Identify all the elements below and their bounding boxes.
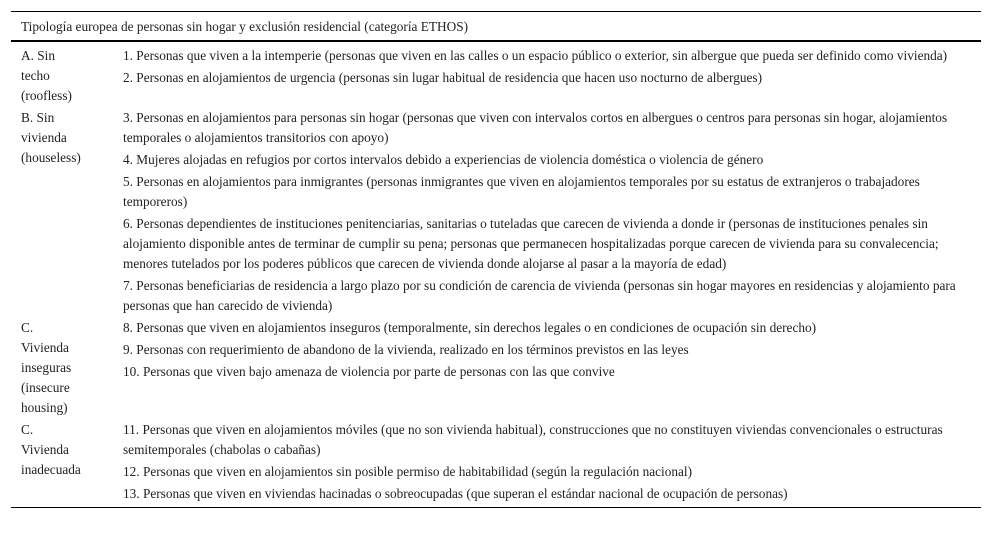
- table-caption: Tipología europea de personas sin hogar y exclusión residencial (categoría ETHOS): [11, 12, 981, 42]
- category-label-c-insecure: C. Vivienda inseguras (insecure housing): [21, 320, 72, 415]
- ethos-table: [11, 11, 981, 508]
- item-4: 4. Mujeres alojadas en refugios por cortos intervalos debido a experiencias de violencia doméstica o violencia de género: [123, 152, 764, 167]
- category-cell: [11, 106, 123, 316]
- item-12: 12. Personas que viven en alojamientos sin posible permiso de habitabilidad (según la regulación nacional): [123, 464, 693, 479]
- item-2: 2. Personas en alojamientos de urgencia (personas sin lugar habitual de residencia que hacen uso nocturno de albergues): [123, 70, 763, 85]
- table-row-group-a: [11, 42, 981, 106]
- item-9: 9. Personas con requerimiento de abandono de la vivienda, realizado en los términos previstos en las leyes: [123, 342, 689, 357]
- items-cell: [123, 42, 981, 106]
- category-cell: [11, 418, 123, 507]
- item-8: 8. Personas que viven en alojamientos inseguros (temporalmente, sin derechos legales o en condiciones de ocupación sin derecho): [123, 320, 817, 335]
- items-cell: [123, 106, 981, 316]
- category-cell: [11, 42, 123, 106]
- item-6: 6. Personas dependientes de instituciones penitenciarias, sanitarias o tuteladas que carecen de vivienda a donde ir (personas de instituciones penales sin alojamiento disponible antes de terminar de cumplir su pena; personas que permanecen hospitalizadas porque carecen de vivienda para su convalecencia; menores tutelados por los poderes públicos que carecen de vivienda donde alojarse al pasar a la mayoría de edad): [123, 216, 939, 271]
- table-row-group-c-inadequate: [11, 418, 981, 507]
- item-10: 10. Personas que viven bajo amenaza de violencia por parte de personas con las que convive: [123, 364, 615, 379]
- item-3: 3. Personas en alojamientos para personas sin hogar (personas que viven con intervalos cortos en albergues o centros para personas sin hogar, alojamientos temporales o alojamientos transitorios con apoyo): [123, 110, 948, 145]
- category-label-a: A. Sin techo (roofless): [21, 48, 72, 103]
- item-11: 11. Personas que viven en alojamientos móviles (que no son vivienda habitual), construcciones que no constituyen viviendas convencionales o estructuras semitemporales (chabolas o cabañas): [123, 422, 943, 457]
- category-label-c-inadequate: C. Vivienda inadecuada: [21, 422, 81, 477]
- category-cell: [11, 316, 123, 418]
- table-row-group-c-insecure: [11, 316, 981, 418]
- item-1: 1. Personas que viven a la intemperie (personas que viven en las calles o un espacio público o exterior, sin albergue que pueda ser definido como vivienda): [123, 48, 948, 63]
- item-7: 7. Personas beneficiarias de residencia a largo plazo por su condición de carencia de vivienda (personas sin hogar mayores en residencias y alojamiento para personas que han carecido de vivienda): [123, 278, 956, 313]
- item-13: 13. Personas que viven en viviendas hacinadas o sobreocupadas (que superan el estándar nacional de ocupación de personas): [123, 486, 788, 501]
- items-cell: [123, 418, 981, 507]
- items-cell: [123, 316, 981, 418]
- item-5: 5. Personas en alojamientos para inmigrantes (personas inmigrantes que viven en alojamientos temporales por su estatus de extranjeros o trabajadores temporeros): [123, 174, 920, 209]
- table-row-group-b: [11, 106, 981, 316]
- ethos-table-body: [11, 42, 981, 507]
- category-label-b: B. Sin vivienda (houseless): [21, 110, 81, 165]
